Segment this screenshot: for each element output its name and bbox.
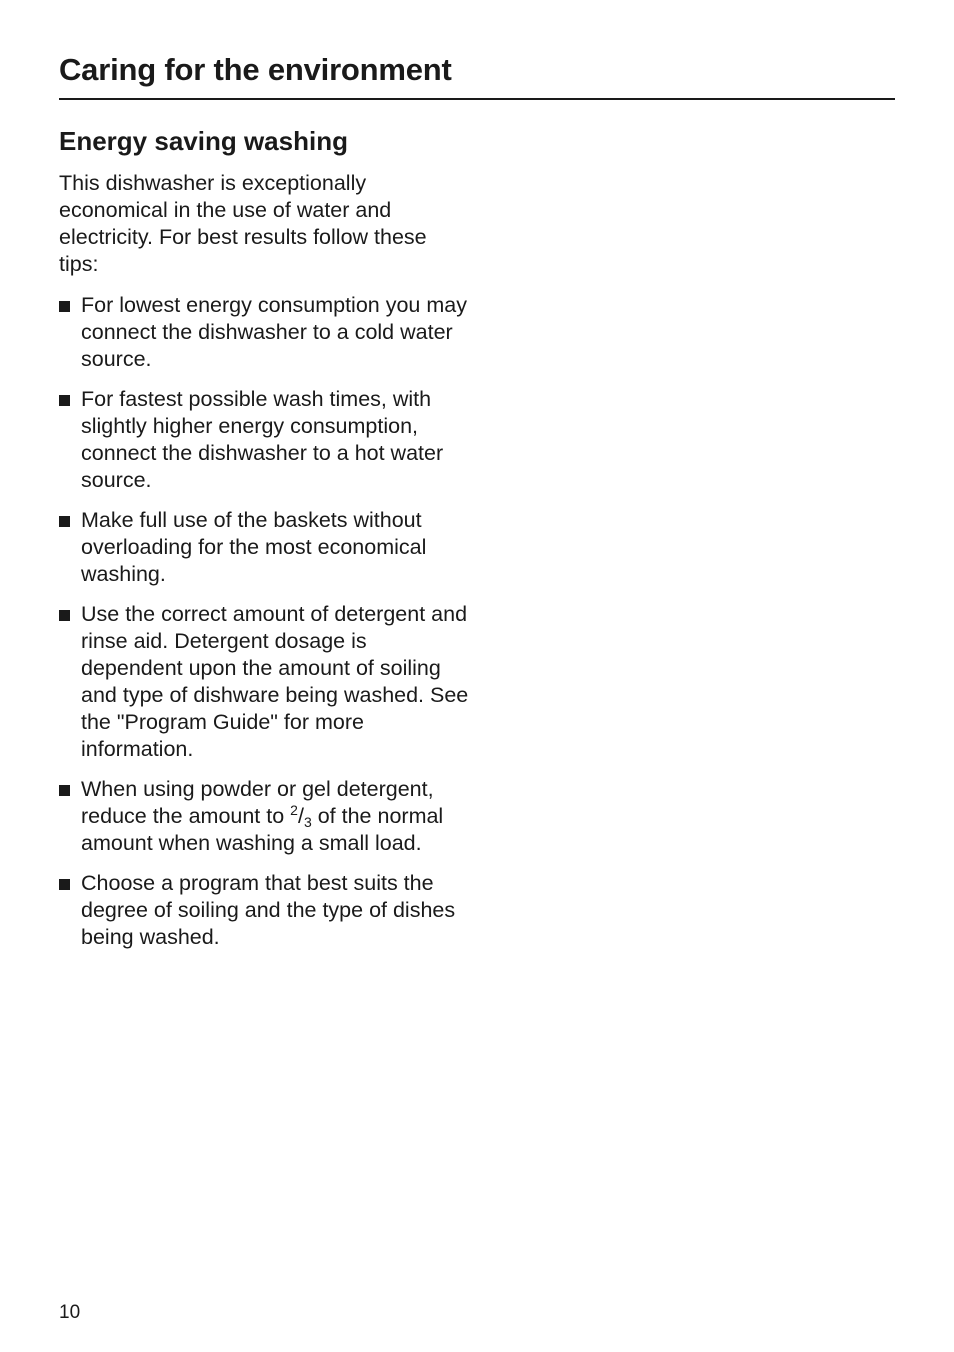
tip-text: Use the correct amount of detergent and rinse aid. Detergent dosage is dependent upon the amount of soiling and type of dishware being washed. See the "Program Guide" for more information. [81,602,469,761]
tip-text-after: of the normal amount when washing a small load. [81,804,444,855]
list-item [59,292,469,373]
fraction-numerator: 2 [290,802,298,818]
tip-text: For fastest possible wash times, with slightly higher energy consumption, connect the dishwasher to a hot water source. [81,387,444,492]
bullet-square-icon [59,395,70,406]
list-item [59,507,469,588]
tips-list [59,292,469,951]
list-item [59,870,469,951]
tip-text: For lowest energy consumption you may connect the dishwasher to a cold water source. [81,293,467,371]
bullet-square-icon [59,879,70,890]
tip-text: Make full use of the baskets without overloading for the most economical washing. [81,508,427,586]
page-number: 10 [59,1302,81,1323]
section-heading: Energy saving washing [59,126,348,156]
fraction-two-thirds [290,804,312,828]
bullet-square-icon [59,785,70,796]
title-divider [59,98,895,100]
list-item [59,601,469,763]
bullet-square-icon [59,516,70,527]
tip-text-before: When using powder or gel detergent, reduce the amount to [81,777,434,828]
list-item [59,776,469,857]
fraction-separator: / [297,804,304,828]
tip-text: Choose a program that best suits the degree of soiling and the type of dishes being washed. [81,871,456,949]
bullet-square-icon [59,610,70,621]
intro-paragraph: This dishwasher is exceptionally economical in the use of water and electricity. For best results follow these tips: [59,171,427,276]
section-content [59,170,469,964]
fraction-denominator: 3 [303,814,312,830]
bullet-square-icon [59,301,70,312]
page-title: Caring for the environment [59,52,452,87]
list-item [59,386,469,494]
tip-text [81,777,443,855]
